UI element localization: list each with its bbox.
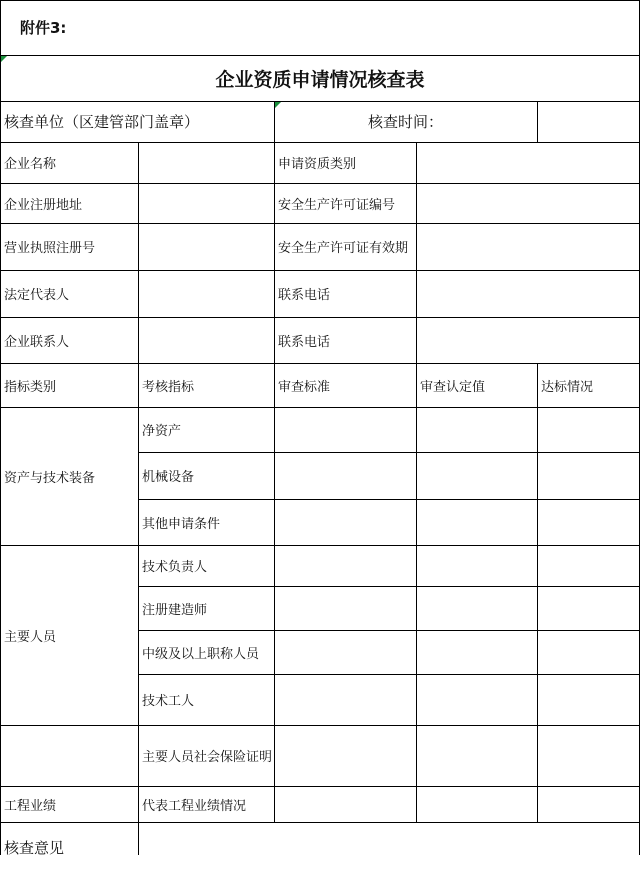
grid-line [0, 101, 640, 102]
category-assets: 资产与技术装备 [4, 470, 96, 486]
category-performance: 工程业绩 [4, 798, 57, 814]
grid-line [0, 822, 640, 823]
company-name-value[interactable] [138, 142, 274, 183]
grid-line [0, 363, 640, 364]
grid-line [0, 786, 640, 787]
indicator-registered-constructor: 注册建造师 [142, 602, 208, 618]
verification-opinion-label: 核查意见 [4, 838, 65, 857]
grid-line [138, 586, 640, 587]
legal-rep-value[interactable] [138, 270, 274, 317]
verification-time-label: 核查时间： [367, 113, 443, 131]
grid-line [0, 317, 640, 318]
column-header-standard: 审查标准 [278, 379, 331, 395]
column-header-compliance: 达标情况 [541, 379, 594, 395]
qualification-type-value[interactable] [416, 142, 640, 183]
grid-line [0, 270, 640, 271]
grid-line [0, 725, 640, 726]
phone-label-1: 联系电话 [278, 288, 331, 303]
grid-line [138, 142, 139, 855]
grid-line [0, 223, 640, 224]
registered-address-label: 企业注册地址 [4, 197, 83, 213]
grid-line [0, 407, 640, 408]
indicator-mid-senior-titles: 中级及以上职称人员 [142, 646, 260, 662]
column-header-category: 指标类别 [4, 379, 57, 395]
corner-marker-icon [275, 102, 281, 108]
grid-line [138, 499, 640, 500]
grid-line [0, 545, 640, 546]
grid-line [138, 630, 640, 631]
category-insurance [0, 725, 138, 786]
grid-line [274, 142, 275, 822]
grid-line [0, 183, 640, 184]
indicator-net-assets: 净资产 [142, 424, 182, 439]
verifying-unit-label: 核查单位（区建管部门盖章） [4, 113, 200, 131]
phone-value-1[interactable] [416, 270, 640, 317]
verification-time-value[interactable] [537, 101, 640, 142]
grid-line [0, 55, 640, 56]
indicator-technical-lead: 技术负责人 [142, 560, 208, 575]
grid-line [416, 142, 417, 822]
verification-opinion-value[interactable] [138, 822, 640, 855]
grid-line [0, 0, 1, 855]
phone-label-2: 联系电话 [278, 334, 331, 350]
business-license-no-value[interactable] [138, 223, 274, 270]
safety-license-validity-label: 安全生产许可证有效期 [278, 241, 409, 256]
indicator-project-performance: 代表工程业绩情况 [142, 798, 247, 814]
contact-person-value[interactable] [138, 317, 274, 363]
registered-address-value[interactable] [138, 183, 274, 223]
company-name-label: 企业名称 [4, 157, 57, 172]
corner-marker-icon [1, 56, 7, 62]
grid-line [138, 674, 640, 675]
qualification-type-label: 申请资质类别 [278, 157, 357, 172]
legal-rep-label: 法定代表人 [4, 288, 70, 303]
indicator-machinery: 机械设备 [142, 470, 195, 485]
indicator-other-conditions: 其他申请条件 [142, 516, 221, 532]
column-header-verified-value: 审查认定值 [420, 379, 486, 395]
indicator-social-insurance: 主要人员社会保险证明 [142, 750, 273, 765]
grid-line [0, 0, 640, 1]
category-personnel: 主要人员 [4, 629, 57, 645]
grid-line [0, 142, 640, 143]
form-title: 企业资质申请情况核查表 [215, 68, 425, 91]
safety-license-no-label: 安全生产许可证编号 [278, 197, 396, 213]
contact-person-label: 企业联系人 [4, 334, 70, 350]
indicator-technical-workers: 技术工人 [142, 694, 195, 709]
grid-line [537, 101, 538, 142]
grid-line [138, 452, 640, 453]
phone-value-2[interactable] [416, 317, 640, 363]
column-header-indicator: 考核指标 [142, 379, 195, 395]
grid-line [537, 363, 538, 822]
safety-license-no-value[interactable] [416, 183, 640, 223]
annex-label: 附件3: [20, 19, 67, 37]
safety-license-validity-value[interactable] [416, 223, 640, 270]
business-license-no-label: 营业执照注册号 [4, 241, 96, 256]
